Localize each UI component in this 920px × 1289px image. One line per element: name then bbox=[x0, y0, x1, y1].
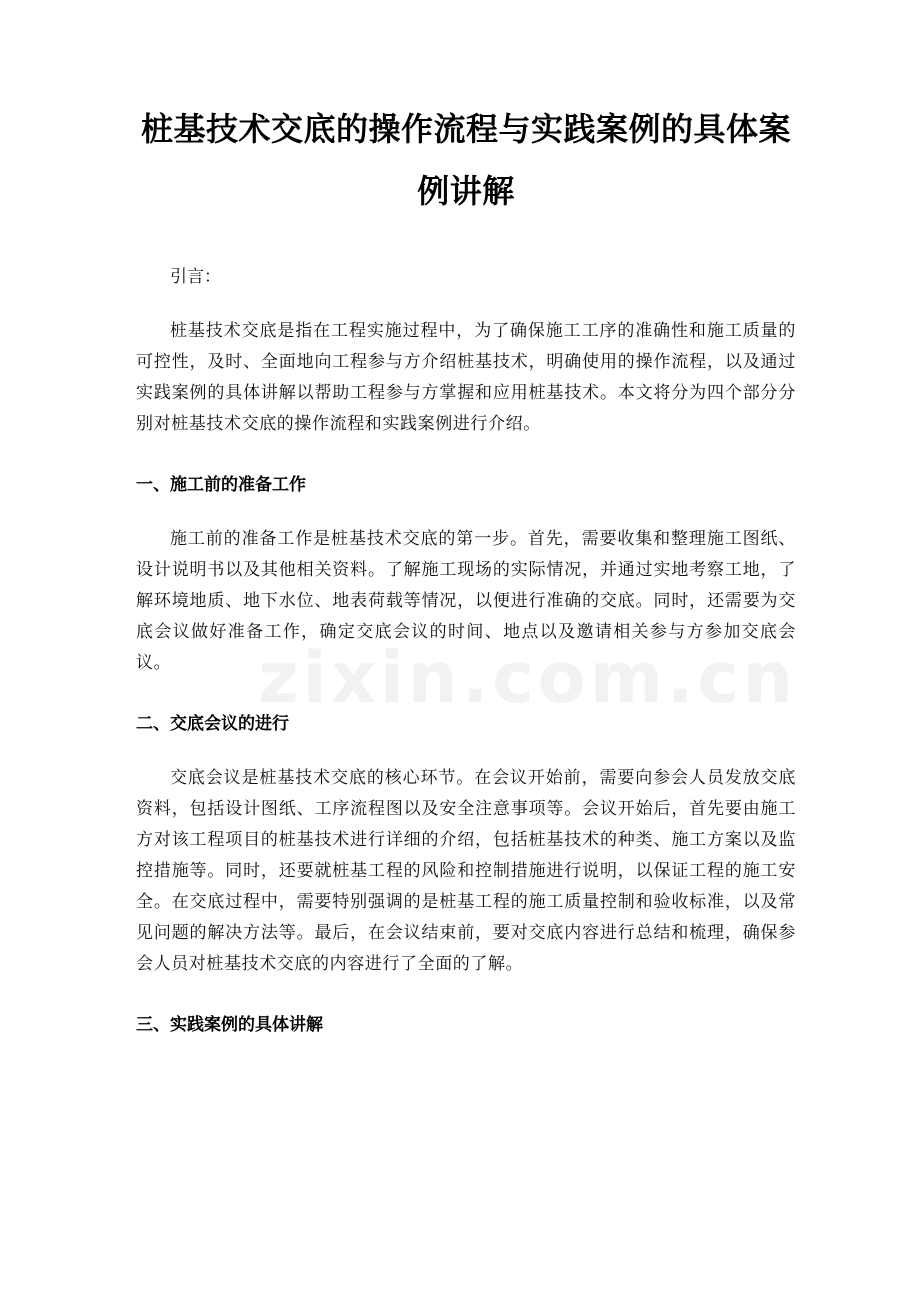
intro-label: 引言： bbox=[170, 267, 221, 287]
section-heading-preparation: 一、施工前的准备工作 bbox=[136, 475, 306, 495]
section-paragraph-preparation: 施工前的准备工作是桩基技术交底的第一步。首先，需要收集和整理施工图纸、设计说明书以及其他相关资料。了解施工现场的实际情况，并通过实地考察工地，了解环境地质、地下水位、地表荷载等情况，以便进行准确的交底。同时，还需要为交底会议做好准备工作，确定交底会议的时间、地点以及邀请相关参与方参加交底会议。 bbox=[136, 529, 796, 673]
watermark: zixin.com.cn bbox=[258, 637, 797, 719]
section-heading-case-study: 三、实践案例的具体讲解 bbox=[136, 1015, 323, 1035]
document-content bbox=[136, 98, 796, 1040]
document-page bbox=[0, 98, 920, 1289]
document-title: 桩基技术交底的操作流程与实践案例的具体案例讲解 bbox=[140, 110, 791, 210]
section-heading-meeting: 二、交底会议的进行 bbox=[136, 714, 289, 734]
section-paragraph-meeting: 交底会议是桩基技术交底的核心环节。在会议开始前，需要向参会人员发放交底资料，包括设计图纸、工序流程图以及安全注意事项等。会议开始后，首先要由施工方对该工程项目的桩基技术进行详细的介绍，包括桩基技术的种类、施工方案以及监控措施等。同时，还要就桩基工程的风险和控制措施进行说明，以保证工程的施工安全。在交底过程中，需要特别强调的是桩基工程的施工质量控制和验收标准，以及常见问题的解决方法等。最后，在会议结束前，要对交底内容进行总结和梳理，确保参会人员对桩基技术交底的内容进行了全面的了解。 bbox=[136, 768, 796, 974]
intro-paragraph: 桩基技术交底是指在工程实施过程中，为了确保施工工序的准确性和施工质量的可控性，及时、全面地向工程参与方介绍桩基技术，明确使用的操作流程，以及通过实践案例的具体讲解以帮助工程参与方掌握和应用桩基技术。本文将分为四个部分分别对桩基技术交底的操作流程和实践案例进行介绍。 bbox=[136, 321, 796, 434]
